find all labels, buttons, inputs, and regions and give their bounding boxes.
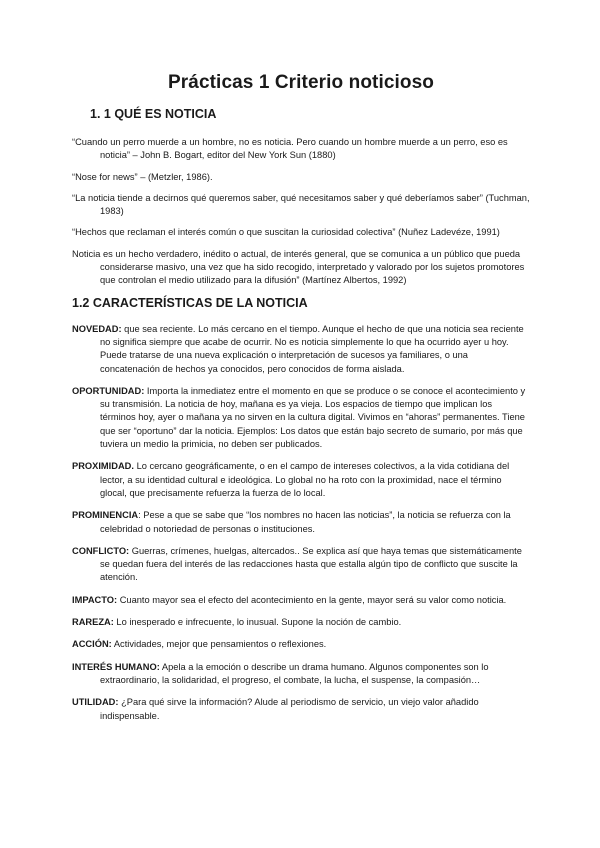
term-text: Lo inesperado e infrecuente, lo inusual. Supone la noción de cambio. bbox=[113, 617, 402, 628]
quote-tuchman: “La noticia tiende a decirnos qué queremos saber, qué necesitamos saber y qué deberíamos saber” (Tuchman, 1983) bbox=[72, 192, 530, 217]
definition-prominencia bbox=[72, 509, 530, 536]
term-text: Importa la inmediatez entre el momento en que se produce o se conoce el acontecimiento y su transmisión. La noticia de hoy, mañana es ya vieja. Los espacios de tiempo que implican los términos hoy, ayer o mañana ya no sirven en la cultura digital. Vivimos en “ahoras” permanentes. Tiene que ser “oportuno” dar la noticia. Ejemplos: Los datos que están bajo secreto de sumario, por más que tuviera un medio la primicia, no deben ser publicados. bbox=[100, 385, 526, 450]
term-label: INTERÉS HUMANO: bbox=[72, 661, 160, 672]
definition-interes-humano bbox=[72, 661, 530, 688]
term-text: Apela a la emoción o describe un drama humano. Algunos componentes son lo extraordinario, la solidaridad, el progreso, el combate, la lucha, el suspense, la compasión… bbox=[100, 661, 489, 685]
quote-nunez-ladeveze: “Hechos que reclaman el interés común o que suscitan la curiosidad colectiva” (Nuñez Ladevéze, 1991) bbox=[72, 227, 500, 238]
definition-novedad bbox=[72, 323, 530, 376]
term-text: : Pese a que se sabe que “los nombres no hacen las noticias”, la noticia se refuerza con la celebridad o notoriedad de personas o instituciones. bbox=[100, 510, 511, 534]
term-label: IMPACTO: bbox=[72, 594, 118, 605]
term-text: Lo cercano geográficamente, o en el campo de intereses colectivos, a la vida cotidiana del lector, a su identidad cultural e ideológica. Lo global no ha roto con la proximidad, nace el término glocal, que precisamente refuerza la fuerza de lo local. bbox=[100, 461, 510, 498]
term-label: UTILIDAD: bbox=[72, 697, 119, 708]
definition-utilidad bbox=[72, 696, 530, 723]
term-text: Actividades, mejor que pensamientos o reflexiones. bbox=[111, 639, 327, 650]
term-label: RAREZA: bbox=[72, 617, 114, 628]
quote-martinez-albertos: Noticia es un hecho verdadero, inédito o actual, de interés general, que se comunica a un público que pueda considerarse masivo, una vez que ha sido recogido, interpretado y valorado por los sujetos promotores que controlan el medio utilizado para la difusión” (Martínez Albertos, 1992) bbox=[72, 248, 525, 286]
term-label: ACCIÓN: bbox=[72, 639, 112, 650]
term-label: OPORTUNIDAD: bbox=[72, 385, 145, 396]
term-label: PROXIMIDAD. bbox=[72, 461, 134, 472]
term-label: PROMINENCIA bbox=[72, 510, 139, 521]
section-heading-caracteristicas: 1.2 CARACTERÍSTICAS DE LA NOTICIA bbox=[72, 295, 308, 310]
term-label: NOVEDAD: bbox=[72, 323, 122, 334]
definition-oportunidad bbox=[72, 385, 530, 451]
definition-conflicto bbox=[72, 545, 530, 585]
page-title: Prácticas 1 Criterio noticioso bbox=[168, 72, 434, 93]
definition-proximidad bbox=[72, 460, 530, 500]
definition-rareza bbox=[72, 616, 530, 629]
definition-accion bbox=[72, 638, 530, 651]
term-text: Guerras, crímenes, huelgas, altercados.. Se explica así que haya temas que sistemáticamente se quedan fuera del interés de las redacciones hasta que estalla algún tipo de conflicto que suscite la atención. bbox=[100, 545, 522, 583]
term-text: Cuanto mayor sea el efecto del acontecimiento en la gente, mayor será su valor como noticia. bbox=[117, 594, 507, 605]
quote-bogart: “Cuando un perro muerde a un hombre, no es noticia. Pero cuando un hombre muerde a un perro, eso es noticia” – John B. Bogart, editor del New York Sun (1880) bbox=[72, 137, 508, 161]
term-text: ¿Para qué sirve la información? Alude al periodismo de servicio, un viejo valor añadido indispensable. bbox=[100, 697, 479, 721]
section-heading-que-es-noticia: 1. 1 QUÉ ES NOTICIA bbox=[90, 107, 217, 121]
term-text: que sea reciente. Lo más cercano en el tiempo. Aunque el hecho de que una noticia sea reciente no significa siempre que acabe de ocurrir. No es noticia simplemente lo que ha ocurrido ayer u hoy. Puede tratarse de una nueva explicación o interpretación de sucesos ya familiares, o una concatenación de hechos ya conocidos, pero conocidos de forma aislada. bbox=[100, 323, 524, 374]
quote-metzler: “Nose for news” – (Metzler, 1986). bbox=[72, 171, 213, 182]
definition-impacto bbox=[72, 594, 530, 607]
term-label: CONFLICTO: bbox=[72, 545, 130, 556]
